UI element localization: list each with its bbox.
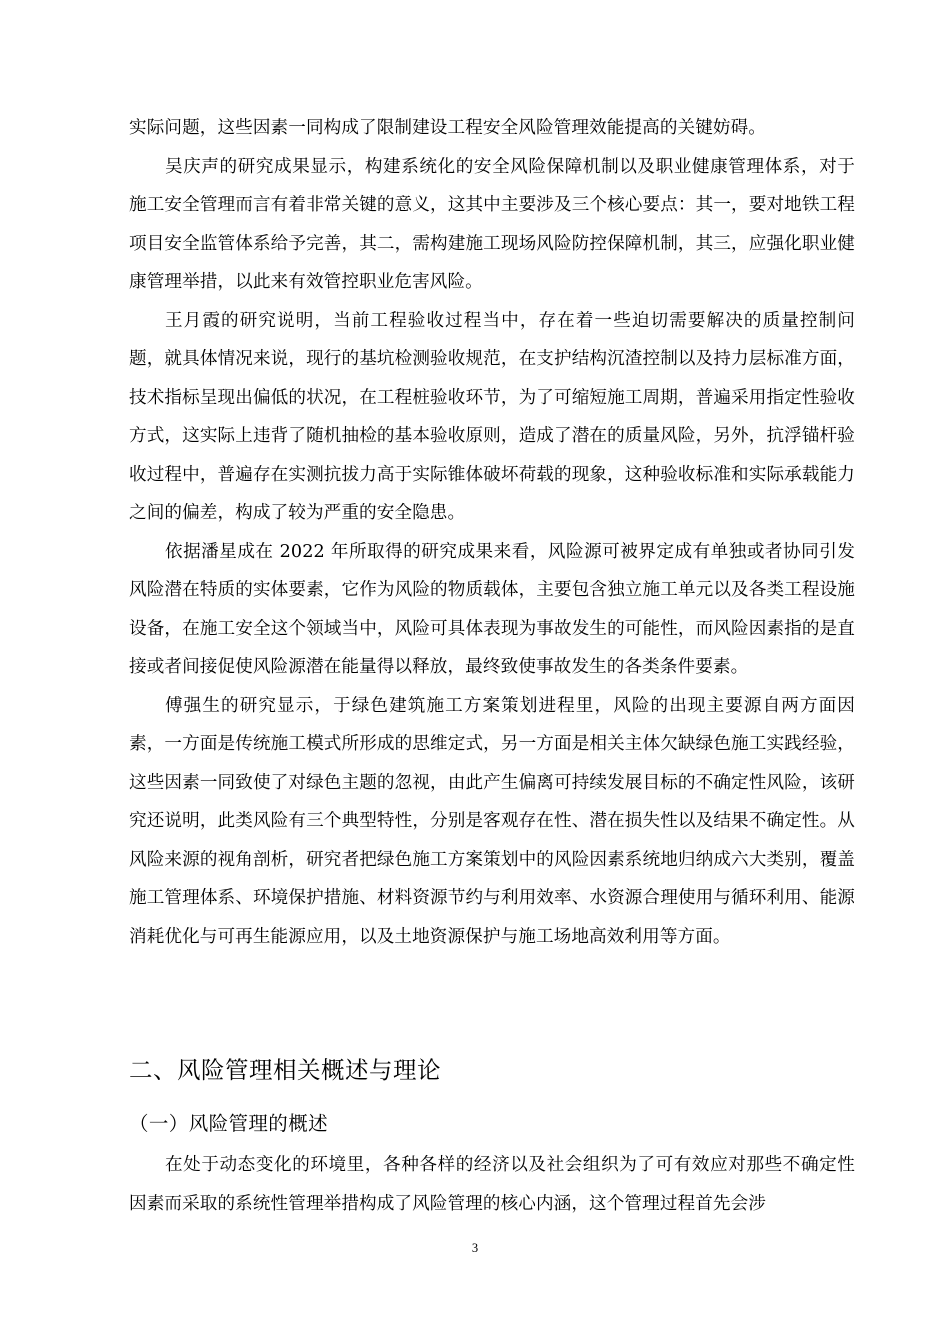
paragraph-wang-yuexia: 王月霞的研究说明，当前工程验收过程当中，存在着一些迫切需要解决的质量控制问题，就具体情况来说，现行的基坑检测验收规范，在支护结构沉渣控制以及持力层标准方面，技术指标呈现出偏低的状况，在工程桩验收环节，为了可缩短施工周期，普遍采用指定性验收方式，这实际上违背了随机抽检的基本验收原则，造成了潜在的质量风险，另外，抗浮锚杆验收过程中，普遍存在实测抗拔力高于实际锥体破坏荷载的现象，这种验收标准和实际承载能力之间的偏差，构成了较为严重的安全隐患。 — [129, 310, 855, 523]
paragraph-risk-management-overview: 在处于动态变化的环境里，各种各样的经济以及社会组织为了可有效应对那些不确定性因素而采取的系统性管理举措构成了风险管理的核心内涵，这个管理过程首先会涉 — [129, 1155, 855, 1214]
page-number: 3 — [471, 1241, 479, 1255]
paragraph-wu-qingsheng: 吴庆声的研究成果显示，构建系统化的安全风险保障机制以及职业健康管理体系，对于施工安全管理而言有着非常关键的意义，这其中主要涉及三个核心要点：其一，要对地铁工程项目安全监管体系给予完善，其二，需构建施工现场风险防控保障机制，其三，应强化职业健康管理举措，以此来有效管控职业危害风险。 — [129, 156, 855, 292]
paragraph-pan-xingcheng: 依据潘星成在 2022 年所取得的研究成果来看，风险源可被界定成有单独或者协同引发风险潜在特质的实体要素，它作为风险的物质载体，主要包含独立施工单元以及各类工程设施设备，在施工安全这个领域当中，风险可具体表现为事故发生的可能性，而风险因素指的是直接或者间接促使风险源潜在能量得以释放，最终致使事故发生的各类条件要素。 — [129, 541, 855, 677]
body-text-block — [129, 109, 855, 956]
subsection-text-block — [129, 1146, 855, 1223]
paragraph-fu-qiangsheng: 傅强生的研究显示，于绿色建筑施工方案策划进程里，风险的出现主要源自两方面因素，一方面是传统施工模式所形成的思维定式，另一方面是相关主体欠缺绿色施工实践经验，这些因素一同致使了对绿色主题的忽视，由此产生偏离可持续发展目标的不确定性风险，该研究还说明，此类风险有三个典型特性，分别是客观存在性、潜在损失性以及结果不确定性。从风险来源的视角剖析，研究者把绿色施工方案策划中的风险因素系统地归纳成六大类别，覆盖施工管理体系、环境保护措施、材料资源节约与利用效率、水资源合理使用与循环利用、能源消耗优化与可再生能源应用，以及土地资源保护与施工场地高效利用等方面。 — [129, 695, 855, 947]
subsection-heading: （一）风险管理的概述 — [129, 1112, 329, 1135]
section-heading: 二、风险管理相关概述与理论 — [129, 1056, 441, 1084]
paragraph-continued: 实际问题，这些因素一同构成了限制建设工程安全风险管理效能提高的关键妨碍。 — [129, 118, 766, 138]
